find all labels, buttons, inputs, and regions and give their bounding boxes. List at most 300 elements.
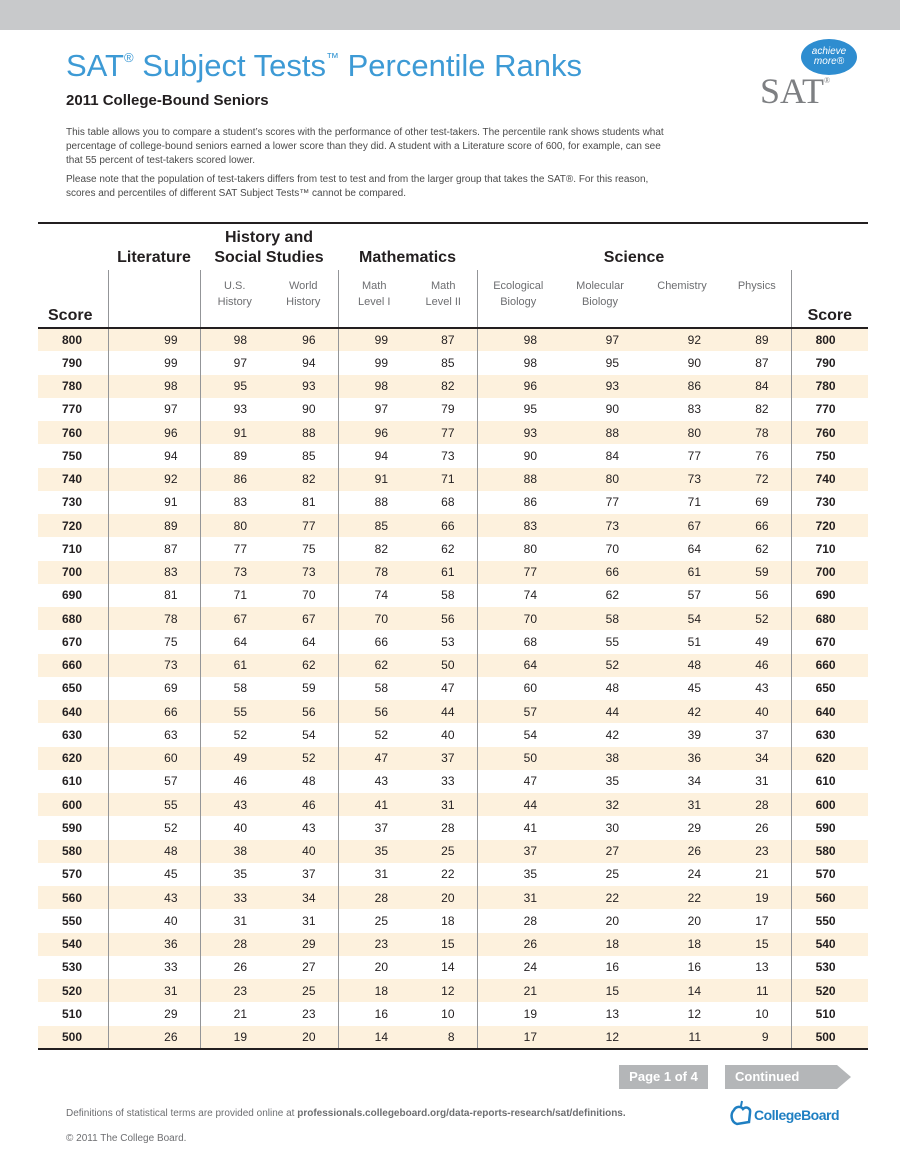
percentile-cell: 77	[410, 421, 477, 444]
score-cell-right: 780	[791, 375, 868, 398]
percentile-cell: 97	[338, 398, 410, 421]
percentile-cell: 31	[477, 886, 559, 909]
percentile-cell: 48	[108, 840, 200, 863]
percentile-cell: 49	[755, 634, 769, 649]
score-cell-right: 520	[791, 979, 868, 1002]
percentile-cell: 68	[441, 495, 455, 510]
table-row	[38, 421, 868, 444]
score-cell-right: 610	[791, 770, 868, 793]
percentile-cell: 98	[477, 351, 559, 374]
percentile-cell: 45	[108, 863, 200, 886]
score-cell: 500	[38, 1026, 108, 1049]
percentile-cell: 41	[338, 793, 410, 816]
percentile-cell: 28	[477, 909, 559, 932]
percentile-cell: 40	[200, 816, 269, 839]
percentile-cell: 18	[441, 913, 455, 928]
percentile-cell: 10	[441, 1006, 455, 1021]
score-cell-right: 700	[791, 561, 868, 584]
percentile-cell: 62	[755, 541, 769, 556]
percentile-table	[38, 222, 868, 1050]
percentile-cell: 52	[559, 654, 641, 677]
percentile-cell: 87	[410, 328, 477, 351]
percentile-cell: 57	[108, 770, 200, 793]
percentile-cell: 72	[723, 468, 791, 491]
score-cell: 550	[62, 913, 83, 928]
table-row	[38, 375, 868, 398]
percentile-cell: 95	[477, 398, 559, 421]
percentile-cell: 60	[108, 747, 200, 770]
score-cell: 750	[62, 448, 83, 463]
percentile-cell: 37	[302, 867, 316, 882]
percentile-cell: 46	[269, 793, 338, 816]
definitions-link[interactable]: professionals.collegeboard.org/data-reports-research/sat/definitions.	[297, 1108, 626, 1119]
score-cell: 610	[62, 774, 83, 789]
percentile-cell: 90	[302, 402, 316, 417]
percentile-cell: 85	[338, 514, 410, 537]
percentile-cell: 98	[338, 375, 410, 398]
percentile-cell: 96	[108, 421, 200, 444]
percentile-cell: 86	[200, 468, 269, 491]
percentile-cell: 28	[200, 933, 269, 956]
percentile-cell: 29	[269, 933, 338, 956]
percentile-cell: 42	[605, 727, 620, 742]
percentile-cell: 75	[108, 630, 200, 653]
score-cell: 760	[38, 421, 108, 444]
percentile-cell: 25	[410, 840, 477, 863]
percentile-cell: 83	[477, 514, 559, 537]
percentile-cell: 35	[338, 840, 410, 863]
percentile-cell: 31	[755, 774, 769, 789]
percentile-cell: 48	[641, 654, 723, 677]
percentile-cell: 36	[108, 933, 200, 956]
col-chemistry: Chemistry	[657, 280, 707, 292]
percentile-cell: 67	[641, 514, 723, 537]
percentile-cell: 80	[559, 468, 641, 491]
percentile-cell: 61	[410, 561, 477, 584]
percentile-cell: 23	[338, 933, 410, 956]
table-row	[38, 328, 868, 351]
score-header-right: Score	[791, 270, 868, 328]
percentile-cell: 37	[338, 816, 410, 839]
percentile-cell: 97	[200, 351, 269, 374]
percentile-cell: 77	[269, 514, 338, 537]
percentile-cell: 82	[755, 402, 769, 417]
percentile-cell: 56	[755, 588, 769, 603]
percentile-cell: 81	[108, 584, 200, 607]
score-cell-right: 690	[791, 584, 868, 607]
percentile-cell: 48	[302, 774, 316, 789]
percentile-cell: 77	[605, 495, 620, 510]
percentile-cell: 99	[108, 328, 200, 351]
percentile-cell: 62	[605, 588, 620, 603]
definitions-note: Definitions of statistical terms are provided online at professionals.collegeboard.org/data-reports-research/sat/definitions.	[66, 1108, 626, 1119]
percentile-cell: 49	[200, 747, 269, 770]
percentile-cell: 56	[338, 700, 410, 723]
percentile-cell: 55	[200, 700, 269, 723]
table-row	[38, 584, 868, 607]
percentile-cell: 43	[755, 681, 769, 696]
intro-text	[66, 126, 676, 206]
page-subtitle: 2011 College-Bound Seniors	[66, 92, 269, 109]
score-cell: 680	[38, 607, 108, 630]
table-row	[38, 723, 868, 746]
percentile-cell: 43	[338, 770, 410, 793]
percentile-cell: 30	[605, 820, 620, 835]
percentile-cell: 96	[269, 328, 338, 351]
percentile-cell: 31	[410, 793, 477, 816]
score-cell: 740	[38, 468, 108, 491]
percentile-cell: 46	[200, 770, 269, 793]
table-row	[38, 468, 868, 491]
group-science: Science	[603, 249, 665, 266]
percentile-cell: 20	[687, 913, 702, 928]
percentile-cell: 80	[477, 537, 559, 560]
score-cell: 640	[38, 700, 108, 723]
score-cell: 770	[62, 402, 83, 417]
percentile-cell: 20	[269, 1026, 338, 1049]
percentile-cell: 92	[641, 328, 723, 351]
score-header-left: Score	[48, 307, 93, 324]
percentile-cell: 66	[559, 561, 641, 584]
table-row	[38, 700, 868, 723]
percentile-cell: 52	[338, 723, 410, 746]
percentile-cell: 67	[200, 607, 269, 630]
score-cell: 660	[38, 654, 108, 677]
percentile-cell: 89	[108, 514, 200, 537]
percentile-cell: 29	[108, 1002, 200, 1025]
percentile-cell: 57	[477, 700, 559, 723]
percentile-cell: 25	[605, 867, 620, 882]
percentile-cell: 25	[338, 909, 410, 932]
percentile-cell: 73	[200, 561, 269, 584]
percentile-cell: 31	[338, 863, 410, 886]
percentile-cell: 98	[477, 328, 559, 351]
percentile-cell: 91	[108, 491, 200, 514]
score-cell: 690	[62, 588, 83, 603]
col-physics: Physics	[737, 280, 776, 292]
score-cell: 670	[62, 634, 83, 649]
percentile-cell: 19	[723, 886, 791, 909]
table-row	[38, 630, 868, 653]
percentile-cell: 27	[559, 840, 641, 863]
percentile-cell: 71	[200, 584, 269, 607]
percentile-cell: 85	[441, 355, 455, 370]
percentile-cell: 88	[477, 468, 559, 491]
percentile-cell: 95	[605, 355, 620, 370]
percentile-cell: 58	[559, 607, 641, 630]
percentile-cell: 18	[338, 979, 410, 1002]
percentile-cell: 44	[559, 700, 641, 723]
percentile-cell: 91	[200, 421, 269, 444]
percentile-cell: 11	[641, 1026, 723, 1049]
percentile-cell: 99	[108, 351, 200, 374]
percentile-cell: 24	[687, 867, 702, 882]
percentile-cell: 79	[441, 402, 455, 417]
percentile-cell: 40	[269, 840, 338, 863]
percentile-cell: 59	[302, 681, 316, 696]
percentile-cell: 16	[605, 960, 620, 975]
percentile-cell: 15	[559, 979, 641, 1002]
sat-logo: SAT®	[760, 71, 831, 111]
score-cell: 700	[38, 561, 108, 584]
percentile-cell: 82	[338, 537, 410, 560]
percentile-cell: 60	[477, 677, 559, 700]
percentile-cell: 81	[302, 495, 316, 510]
table-row	[38, 677, 868, 700]
percentile-cell: 40	[723, 700, 791, 723]
achieve-more-badge: achieve more®	[801, 39, 857, 75]
percentile-cell: 36	[641, 747, 723, 770]
percentile-cell: 14	[441, 960, 455, 975]
percentile-cell: 66	[108, 700, 200, 723]
table-row	[38, 840, 868, 863]
percentile-cell: 62	[441, 541, 455, 556]
percentile-cell: 75	[302, 541, 316, 556]
percentile-cell: 31	[641, 793, 723, 816]
percentile-cell: 52	[723, 607, 791, 630]
score-cell-right: 660	[791, 654, 868, 677]
percentile-cell: 59	[723, 561, 791, 584]
page-title: SAT® Subject Tests™ Percentile Ranks	[66, 48, 582, 83]
percentile-cell: 54	[302, 727, 316, 742]
score-cell-right: 760	[791, 421, 868, 444]
percentile-cell: 27	[302, 960, 316, 975]
percentile-cell: 96	[338, 421, 410, 444]
percentile-cell: 67	[269, 607, 338, 630]
percentile-cell: 16	[687, 960, 702, 975]
table-row	[38, 956, 868, 979]
percentile-cell: 93	[200, 398, 269, 421]
score-cell-right: 800	[791, 328, 868, 351]
percentile-cell: 22	[441, 867, 455, 882]
percentile-cell: 91	[338, 468, 410, 491]
percentile-cell: 82	[410, 375, 477, 398]
percentile-cell: 73	[441, 448, 455, 463]
percentile-cell: 32	[559, 793, 641, 816]
percentile-cell: 38	[200, 840, 269, 863]
score-cell-right: 550	[791, 909, 868, 932]
percentile-cell: 92	[108, 468, 200, 491]
score-cell-right: 640	[791, 700, 868, 723]
score-cell-right: 540	[791, 933, 868, 956]
percentile-cell: 20	[410, 886, 477, 909]
intro-paragraph-2: Please note that the population of test-takers differs from test to test and from the larger group that takes the SAT®. For this reason, scores and percentiles of different SAT Subject Tests™ cannot be compared.	[66, 174, 649, 199]
percentile-cell: 47	[441, 681, 455, 696]
percentile-cell: 77	[477, 561, 559, 584]
percentile-cell: 56	[269, 700, 338, 723]
percentile-cell: 55	[605, 634, 620, 649]
col-world-history: World History	[286, 280, 321, 308]
score-cell-right: 500	[791, 1026, 868, 1049]
group-literature: Literature	[117, 249, 191, 266]
percentile-cell: 86	[641, 375, 723, 398]
col-math-level-1: Math Level I	[338, 270, 410, 328]
score-cell: 620	[38, 747, 108, 770]
percentile-cell: 43	[200, 793, 269, 816]
score-cell: 730	[62, 495, 83, 510]
percentile-cell: 57	[687, 588, 702, 603]
percentile-cell: 35	[477, 863, 559, 886]
percentile-cell: 94	[302, 355, 316, 370]
table-row	[38, 654, 868, 677]
score-cell: 540	[38, 933, 108, 956]
score-cell: 650	[62, 681, 83, 696]
score-cell-right: 670	[791, 630, 868, 653]
table-row	[38, 561, 868, 584]
score-cell: 570	[62, 867, 83, 882]
percentile-cell: 70	[477, 607, 559, 630]
score-cell: 790	[62, 355, 83, 370]
continued-arrow-icon[interactable]	[837, 1065, 851, 1089]
percentile-cell: 74	[477, 584, 559, 607]
percentile-cell: 66	[338, 630, 410, 653]
score-cell-right: 790	[791, 351, 868, 374]
percentile-cell: 18	[641, 933, 723, 956]
percentile-cell: 21	[477, 979, 559, 1002]
percentile-cell: 84	[605, 448, 620, 463]
score-cell-right: 590	[791, 816, 868, 839]
percentile-cell: 45	[687, 681, 702, 696]
table-row	[38, 537, 868, 560]
percentile-cell: 29	[687, 820, 702, 835]
percentile-cell: 53	[441, 634, 455, 649]
score-cell: 780	[38, 375, 108, 398]
percentile-cell: 17	[477, 1026, 559, 1049]
percentile-cell: 24	[477, 956, 559, 979]
score-cell-right: 770	[791, 398, 868, 421]
score-cell: 590	[62, 820, 83, 835]
percentile-cell: 18	[559, 933, 641, 956]
continued-button[interactable]: Continued	[725, 1065, 837, 1089]
percentile-cell: 66	[723, 514, 791, 537]
percentile-cell: 23	[200, 979, 269, 1002]
percentile-cell: 73	[269, 561, 338, 584]
percentile-cell: 64	[687, 541, 702, 556]
percentile-cell: 55	[108, 793, 200, 816]
percentile-cell: 58	[441, 588, 455, 603]
percentile-cell: 58	[338, 677, 410, 700]
percentile-cell: 68	[477, 630, 559, 653]
percentile-cell: 13	[605, 1006, 620, 1021]
percentile-cell: 61	[641, 561, 723, 584]
percentile-cell: 69	[108, 677, 200, 700]
percentile-cell: 12	[559, 1026, 641, 1049]
percentile-cell: 35	[605, 774, 620, 789]
percentile-cell: 86	[477, 491, 559, 514]
percentile-cell: 62	[338, 654, 410, 677]
percentile-cell: 46	[723, 654, 791, 677]
score-cell: 530	[62, 960, 83, 975]
percentile-cell: 85	[302, 448, 316, 463]
percentile-cell: 37	[410, 747, 477, 770]
score-cell-right: 580	[791, 840, 868, 863]
table-row	[38, 1026, 868, 1049]
percentile-cell: 17	[755, 913, 769, 928]
percentile-cell: 44	[477, 793, 559, 816]
score-cell-right: 600	[791, 793, 868, 816]
score-cell-right: 560	[791, 886, 868, 909]
percentile-cell: 52	[269, 747, 338, 770]
percentile-cell: 98	[200, 328, 269, 351]
percentile-cell: 16	[338, 1002, 410, 1025]
table-row	[38, 793, 868, 816]
percentile-cell: 26	[477, 933, 559, 956]
col-molecular-biology: Molecular Biology	[576, 280, 624, 308]
score-cell-right: 570	[791, 863, 868, 886]
percentile-cell: 97	[559, 328, 641, 351]
percentile-cell: 83	[687, 402, 702, 417]
percentile-cell: 41	[477, 816, 559, 839]
table-row	[38, 770, 868, 793]
percentile-cell: 31	[108, 979, 200, 1002]
score-cell: 520	[38, 979, 108, 1002]
table-row	[38, 351, 868, 374]
percentile-cell: 26	[200, 956, 269, 979]
percentile-cell: 54	[477, 723, 559, 746]
percentile-cell: 38	[559, 747, 641, 770]
percentile-cell: 44	[410, 700, 477, 723]
percentile-cell: 12	[410, 979, 477, 1002]
score-cell-right: 750	[791, 444, 868, 467]
percentile-cell: 33	[108, 956, 200, 979]
percentile-cell: 69	[755, 495, 769, 510]
percentile-cell: 70	[338, 607, 410, 630]
percentile-cell: 43	[302, 820, 316, 835]
percentile-cell: 51	[687, 634, 702, 649]
percentile-cell: 40	[108, 909, 200, 932]
page-indicator: Page 1 of 4	[619, 1065, 708, 1089]
group-history: History and Social Studies	[214, 229, 324, 266]
percentile-cell: 56	[410, 607, 477, 630]
percentile-cell: 54	[641, 607, 723, 630]
table-row	[38, 491, 868, 514]
score-cell: 560	[38, 886, 108, 909]
table-row	[38, 933, 868, 956]
score-cell: 600	[38, 793, 108, 816]
percentile-cell: 42	[641, 700, 723, 723]
percentile-cell: 95	[200, 375, 269, 398]
percentile-cell: 23	[723, 840, 791, 863]
percentile-cell: 39	[687, 727, 702, 742]
percentile-cell: 64	[302, 634, 316, 649]
percentile-cell: 34	[269, 886, 338, 909]
percentile-cell: 33	[200, 886, 269, 909]
percentile-cell: 61	[200, 654, 269, 677]
percentile-cell: 63	[108, 723, 200, 746]
percentile-cell: 26	[641, 840, 723, 863]
table-row	[38, 514, 868, 537]
table-row	[38, 886, 868, 909]
score-cell-right: 510	[791, 1002, 868, 1025]
table-row	[38, 747, 868, 770]
percentile-cell: 21	[200, 1002, 269, 1025]
percentile-cell: 83	[200, 491, 269, 514]
percentile-cell: 74	[338, 584, 410, 607]
table-row	[38, 398, 868, 421]
percentile-cell: 11	[723, 979, 791, 1002]
percentile-cell: 52	[200, 723, 269, 746]
percentile-cell: 73	[108, 654, 200, 677]
percentile-cell: 25	[269, 979, 338, 1002]
table-row	[38, 909, 868, 932]
percentile-cell: 28	[723, 793, 791, 816]
percentile-cell: 73	[559, 514, 641, 537]
percentile-cell: 90	[605, 402, 620, 417]
table-row	[38, 607, 868, 630]
percentile-cell: 89	[723, 328, 791, 351]
percentile-cell: 87	[108, 537, 200, 560]
percentile-cell: 20	[605, 913, 620, 928]
